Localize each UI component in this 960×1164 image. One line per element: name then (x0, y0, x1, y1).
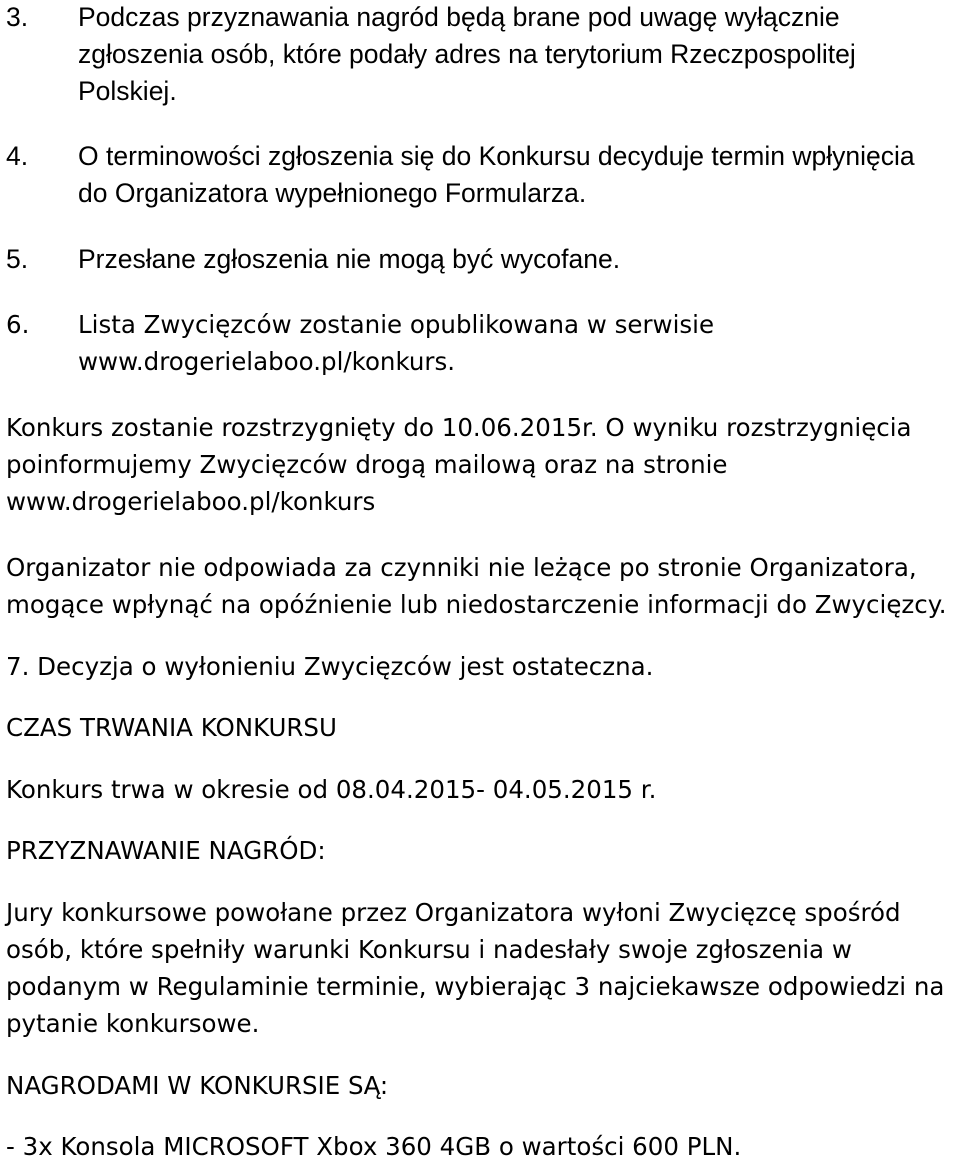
prizes-heading: NAGRODAMI W KONKURSIE SĄ: (6, 1071, 389, 1100)
item-6-line-1: Lista Zwycięzców zostanie opublikowana w serwisie (78, 310, 715, 339)
list-number-4: 4. (6, 141, 29, 171)
item-3-line-1: Podczas przyznawania nagród będą brane pod uwagę wyłącznie (78, 2, 840, 32)
list-number-5: 5. (6, 244, 29, 274)
awarding-line-3: podanym w Regulaminie terminie, wybierając 3 najciekawsze odpowiedzi na (6, 972, 945, 1001)
item-5-line-1: Przesłane zgłoszenia nie mogą być wycofane. (78, 244, 621, 274)
duration-text: Konkurs trwa w okresie od 08.04.2015- 04.05.2015 r. (6, 775, 657, 804)
item-4-line-2: do Organizatora wypełnionego Formularza. (78, 178, 587, 208)
liability-line-2: mogące wpłynąć na opóźnienie lub niedostarczenie informacji do Zwycięzcy. (6, 590, 947, 619)
awarding-line-1: Jury konkursowe powołane przez Organizatora wyłoni Zwycięzcę spośród (6, 898, 901, 927)
item-6-link[interactable]: www.drogerielaboo.pl/konkurs. (78, 347, 456, 376)
awarding-line-2: osób, które spełniły warunki Konkursu i nadesłały swoje zgłoszenia w (6, 935, 852, 964)
item-3-line-2: zgłoszenia osób, które podały adres na terytorium Rzeczpospolitej (78, 39, 856, 69)
awarding-heading: PRZYZNAWANIE NAGRÓD: (6, 836, 326, 865)
item-3-line-3: Polskiej. (78, 76, 177, 106)
list-number-3: 3. (6, 2, 29, 32)
resolution-link[interactable]: www.drogerielaboo.pl/konkurs (6, 487, 376, 516)
duration-heading: CZAS TRWANIA KONKURSU (6, 713, 337, 742)
item-4-line-1: O terminowości zgłoszenia się do Konkursu decyduje termin wpłynięcia (78, 141, 915, 171)
prize-item: - 3x Konsola MICROSOFT Xbox 360 4GB o wartości 600 PLN. (6, 1132, 742, 1161)
list-number-6: 6. (6, 310, 30, 339)
resolution-line-1: Konkurs zostanie rozstrzygnięty do 10.06.2015r. O wyniku rozstrzygnięcia (6, 413, 912, 442)
awarding-line-4: pytanie konkursowe. (6, 1009, 260, 1038)
decision-text: 7. Decyzja o wyłonieniu Zwycięzców jest ostateczna. (6, 652, 654, 681)
liability-line-1: Organizator nie odpowiada za czynniki nie leżące po stronie Organizatora, (6, 553, 917, 582)
resolution-line-2: poinformujemy Zwycięzców drogą mailową oraz na stronie (6, 450, 728, 479)
